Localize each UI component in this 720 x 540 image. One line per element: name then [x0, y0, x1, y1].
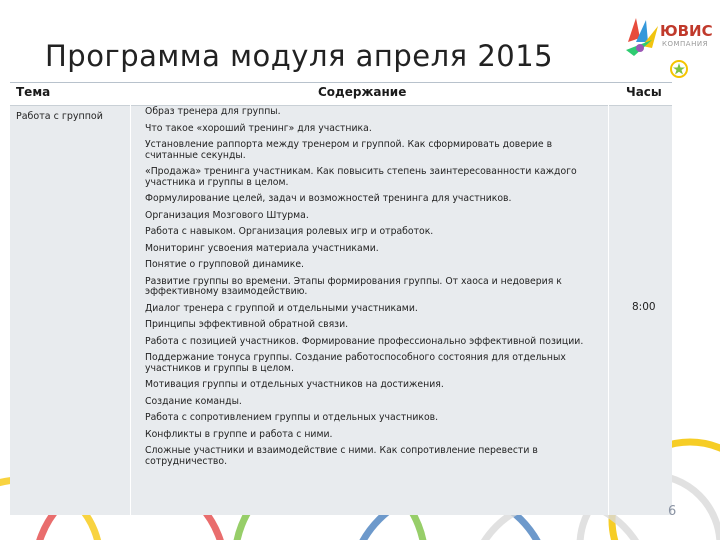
header-topic: Тема: [16, 85, 51, 99]
list-item: Работа с навыком. Организация ролевых игр и отработок.: [145, 226, 434, 237]
column-divider: [608, 105, 609, 515]
list-item: Мониторинг усвоения материала участниками.: [145, 242, 379, 254]
header-content: Содержание: [318, 85, 407, 99]
slide-title: Программа модуля апреля 2015: [45, 39, 554, 73]
list-item: Создание команды.: [145, 395, 242, 407]
list-item: Диалог тренера с группой и отдельными участниками.: [145, 302, 418, 314]
program-table: [10, 82, 672, 515]
list-item: Принципы эффективной обратной связи.: [145, 319, 349, 330]
list-item: Что такое «хороший тренинг» для участника.: [145, 122, 372, 134]
table-header-row: [10, 83, 672, 106]
list-item: Формулирование целей, задач и возможностей тренинга для участников.: [145, 193, 512, 204]
list-item: Поддержание тонуса группы. Создание работоспособного состояния для отдельных участников и группы в целом.: [145, 352, 566, 374]
list-item: Организация Мозгового Штурма.: [145, 209, 309, 221]
page-number: 6: [668, 504, 677, 519]
list-item: Образ тренера для группы.: [145, 106, 281, 117]
list-item: Конфликты в группе и работа с ними.: [145, 428, 333, 440]
star-ring-icon: [668, 58, 690, 80]
list-item: Мотивация группы и отдельных участников на достижения.: [145, 379, 444, 390]
content-list: [145, 107, 607, 473]
column-divider: [130, 105, 131, 515]
list-item: Сложные участники и взаимодействие с ними. Как сопротивление перевести в сотрудничество.: [145, 445, 538, 467]
logo-name: ЮВИС: [660, 22, 713, 40]
list-item: Установление раппорта между тренером и группой. Как сформировать доверие в считанные секунды.: [145, 139, 553, 161]
topic-cell: Работа с группой: [16, 111, 103, 122]
list-item: Работа с позицией участников. Формирование профессионально эффективной позиции.: [145, 335, 584, 347]
list-item: Работа с сопротивлением группы и отдельных участников.: [145, 412, 439, 423]
list-item: Развитие группы во времени. Этапы формирования группы. От хаоса и недоверия к эффективному взаимодействию.: [145, 275, 562, 297]
header-hours: Часы: [626, 85, 662, 99]
logo-subtitle: КОМПАНИЯ: [662, 40, 708, 48]
list-item: «Продажа» тренинга участникам. Как повысить степень заинтересованности каждого участника и группы в целом.: [145, 166, 577, 188]
hours-cell: 8:00: [632, 301, 656, 313]
list-item: Понятие о групповой динамике.: [145, 259, 305, 270]
